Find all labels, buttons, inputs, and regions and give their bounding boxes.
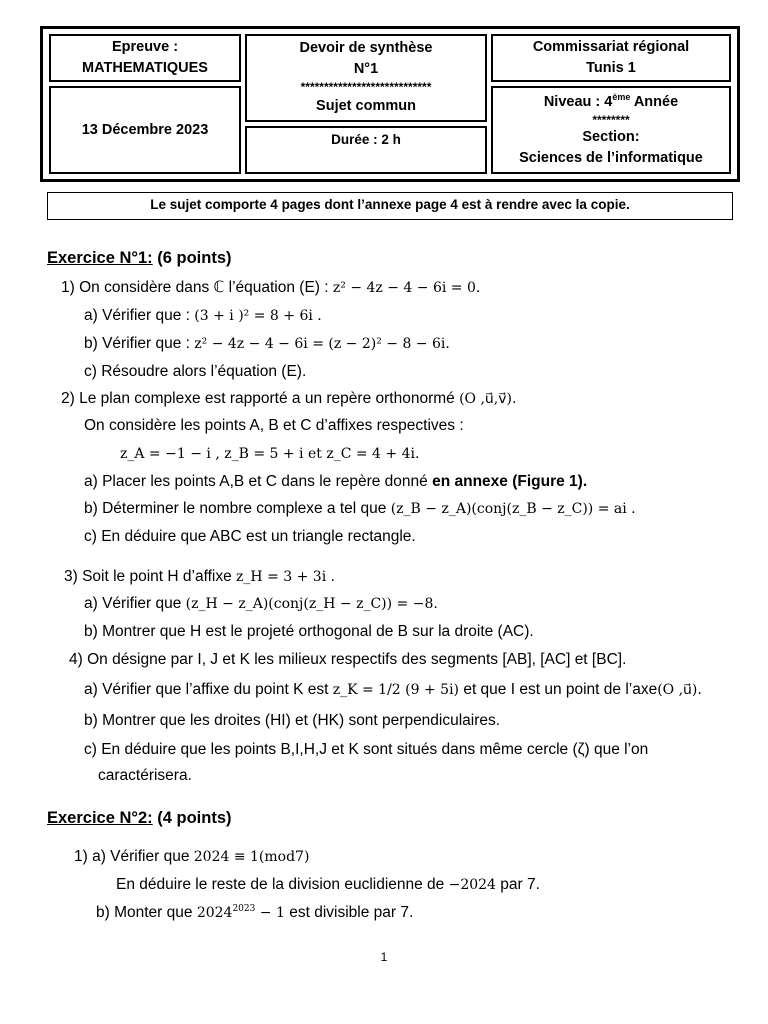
- section-value: Sciences de l’informatique: [519, 149, 703, 166]
- niveau-suffix: Année: [630, 93, 679, 110]
- epreuve-cell: [49, 34, 241, 82]
- exercise-1-label: Exercice N°1:: [47, 249, 153, 267]
- ex1-q2-line2: On considère les points A, B et C d’affixes respectives :: [84, 417, 464, 434]
- ex1-q1b-eq: z² − 4z − 4 − 6i = (z − 2)² − 8 − 6i.: [194, 336, 450, 352]
- niveau-cell: [491, 86, 731, 174]
- exercise-2-title: [47, 809, 232, 828]
- ex1-q4a-eq: z_K = 1/2 (9 + 5i): [332, 682, 460, 698]
- ex1-q4a: [84, 680, 702, 700]
- ex1-q3-eq: z_H = 3 + 3i .: [236, 569, 336, 585]
- ex1-q4: 4) On désigne par I, J et K les milieux respectifs des segments [AB], [AC] et [BC].: [69, 651, 627, 668]
- niveau-prefix: Niveau : 4: [543, 93, 613, 110]
- devoir-number: N°1: [353, 61, 379, 77]
- notice-box: Le sujet comporte 4 pages dont l’annexe page 4 est à rendre avec la copie.: [47, 192, 733, 220]
- ex1-q4b: b) Montrer que les droites (HI) et (HK) sont perpendiculaires.: [84, 712, 501, 729]
- ex1-q3a-eq: (z_H − z_A)(conj(z_H − z_C)) = −8.: [185, 596, 438, 612]
- exam-date: 13 Décembre 2023: [81, 121, 209, 138]
- short-stars: ********: [592, 112, 630, 127]
- epreuve-value: MATHEMATIQUES: [82, 60, 208, 76]
- ex2-q1a-line2-post: par 7.: [495, 876, 540, 893]
- ex2-q1a-line2-eq: −2024: [448, 877, 496, 893]
- ex2-q1b-post: est divisible par 7.: [284, 904, 414, 921]
- ex1-q1: [61, 278, 480, 298]
- ex1-q3a-text: a) Vérifier que: [84, 595, 186, 612]
- duration: Durée : 2 h: [331, 132, 401, 147]
- ex1-q2-text: 2) Le plan complexe est rapporté a un repère orthonormé: [61, 390, 460, 407]
- ex2-q1a-eq: 2024 ≡ 1(mod7): [193, 849, 310, 865]
- devoir-title: Devoir de synthèse: [299, 40, 433, 56]
- ex1-q1a-eq: (3 + i )² = 8 + 6i .: [194, 308, 322, 324]
- ex1-q2a-bold: en annexe (Figure 1).: [432, 473, 588, 490]
- duree-cell: [245, 126, 487, 174]
- ex2-q1a: [74, 847, 309, 867]
- ex1-q1-text: 1) On considère dans ℂ l’équation (E) :: [61, 279, 333, 296]
- ex1-q2: [61, 389, 516, 409]
- ex1-q2a: [84, 472, 587, 492]
- ex1-q2-affixes: z_A = −1 − i , z_B = 5 + i et z_C = 4 + 4i.: [120, 446, 420, 462]
- ex1-q4c: c) En déduire que les points B,I,H,J et K sont situés dans même cercle (ζ) que l’on: [84, 741, 649, 758]
- ex1-q2-eq: (O ,u⃗,v⃗).: [459, 391, 517, 407]
- ex2-q1a-line2-text: En déduire le reste de la division euclidienne de: [116, 876, 449, 893]
- exercise-1-title: [47, 249, 232, 268]
- commissariat-label: Commissariat régional: [532, 39, 690, 55]
- ex1-q2c: c) En déduire que ABC est un triangle rectangle.: [84, 528, 416, 545]
- devoir-cell: [245, 34, 487, 122]
- ex1-q4a-axis: (O ,u⃗).: [657, 682, 702, 698]
- ex1-q2a-text: a) Placer les points A,B et C dans le repère donné: [84, 473, 433, 490]
- stars-separator: ****************************: [300, 80, 432, 94]
- ex1-q1-eq: z² − 4z − 4 − 6i = 0.: [332, 280, 481, 296]
- niveau-sup: ème: [612, 91, 631, 102]
- epreuve-label: Epreuve :: [111, 39, 179, 55]
- page-number: 1: [380, 950, 388, 964]
- exercise-2-points: (4 points): [152, 809, 232, 827]
- ex2-q1b: [96, 903, 413, 923]
- ex1-q1a: [84, 306, 322, 326]
- ex2-q1b-base: 2024: [196, 905, 233, 921]
- ex1-q1b: [84, 334, 450, 354]
- ex1-q2b: [84, 499, 636, 519]
- ex1-q1a-text: a) Vérifier que :: [84, 307, 195, 324]
- ex1-q3b: b) Montrer que H est le projeté orthogonal de B sur la droite (AC).: [84, 623, 534, 640]
- ex1-q4a-text: a) Vérifier que l’affixe du point K est: [84, 681, 333, 698]
- ex1-q3: [64, 567, 335, 587]
- ex1-q1c: c) Résoudre alors l’équation (E).: [84, 363, 307, 380]
- ex1-q3a: [84, 594, 438, 614]
- date-cell: [49, 86, 241, 174]
- ex2-q1a-text: 1) a) Vérifier que: [74, 848, 194, 865]
- ex1-q2b-text: b) Déterminer le nombre complexe a tel que: [84, 500, 391, 517]
- ex1-q4c-cont: caractérisera.: [98, 767, 192, 784]
- exercise-2-label: Exercice N°2:: [47, 809, 153, 827]
- exercise-1-points: (6 points): [152, 249, 232, 267]
- section-label: Section:: [582, 128, 640, 145]
- ex2-q1b-exp: 2023: [232, 903, 256, 914]
- region-value: Tunis 1: [586, 60, 636, 76]
- sujet-commun: Sujet commun: [316, 98, 416, 114]
- niveau: [544, 92, 678, 113]
- ex1-q2b-eq: (z_B − z_A)(conj(z_B − z_C)) = ai .: [390, 501, 636, 517]
- ex1-q1b-text: b) Vérifier que :: [84, 335, 195, 352]
- ex2-q1b-rest: − 1: [255, 905, 285, 921]
- ex2-q1b-text: b) Monter que: [96, 904, 197, 921]
- ex2-q1a-line2: [116, 875, 540, 895]
- ex1-q4a-post: et que I est un point de l’axe: [459, 681, 658, 698]
- commissariat-cell: [491, 34, 731, 82]
- ex1-q3-text: 3) Soit le point H d’affixe: [64, 568, 237, 585]
